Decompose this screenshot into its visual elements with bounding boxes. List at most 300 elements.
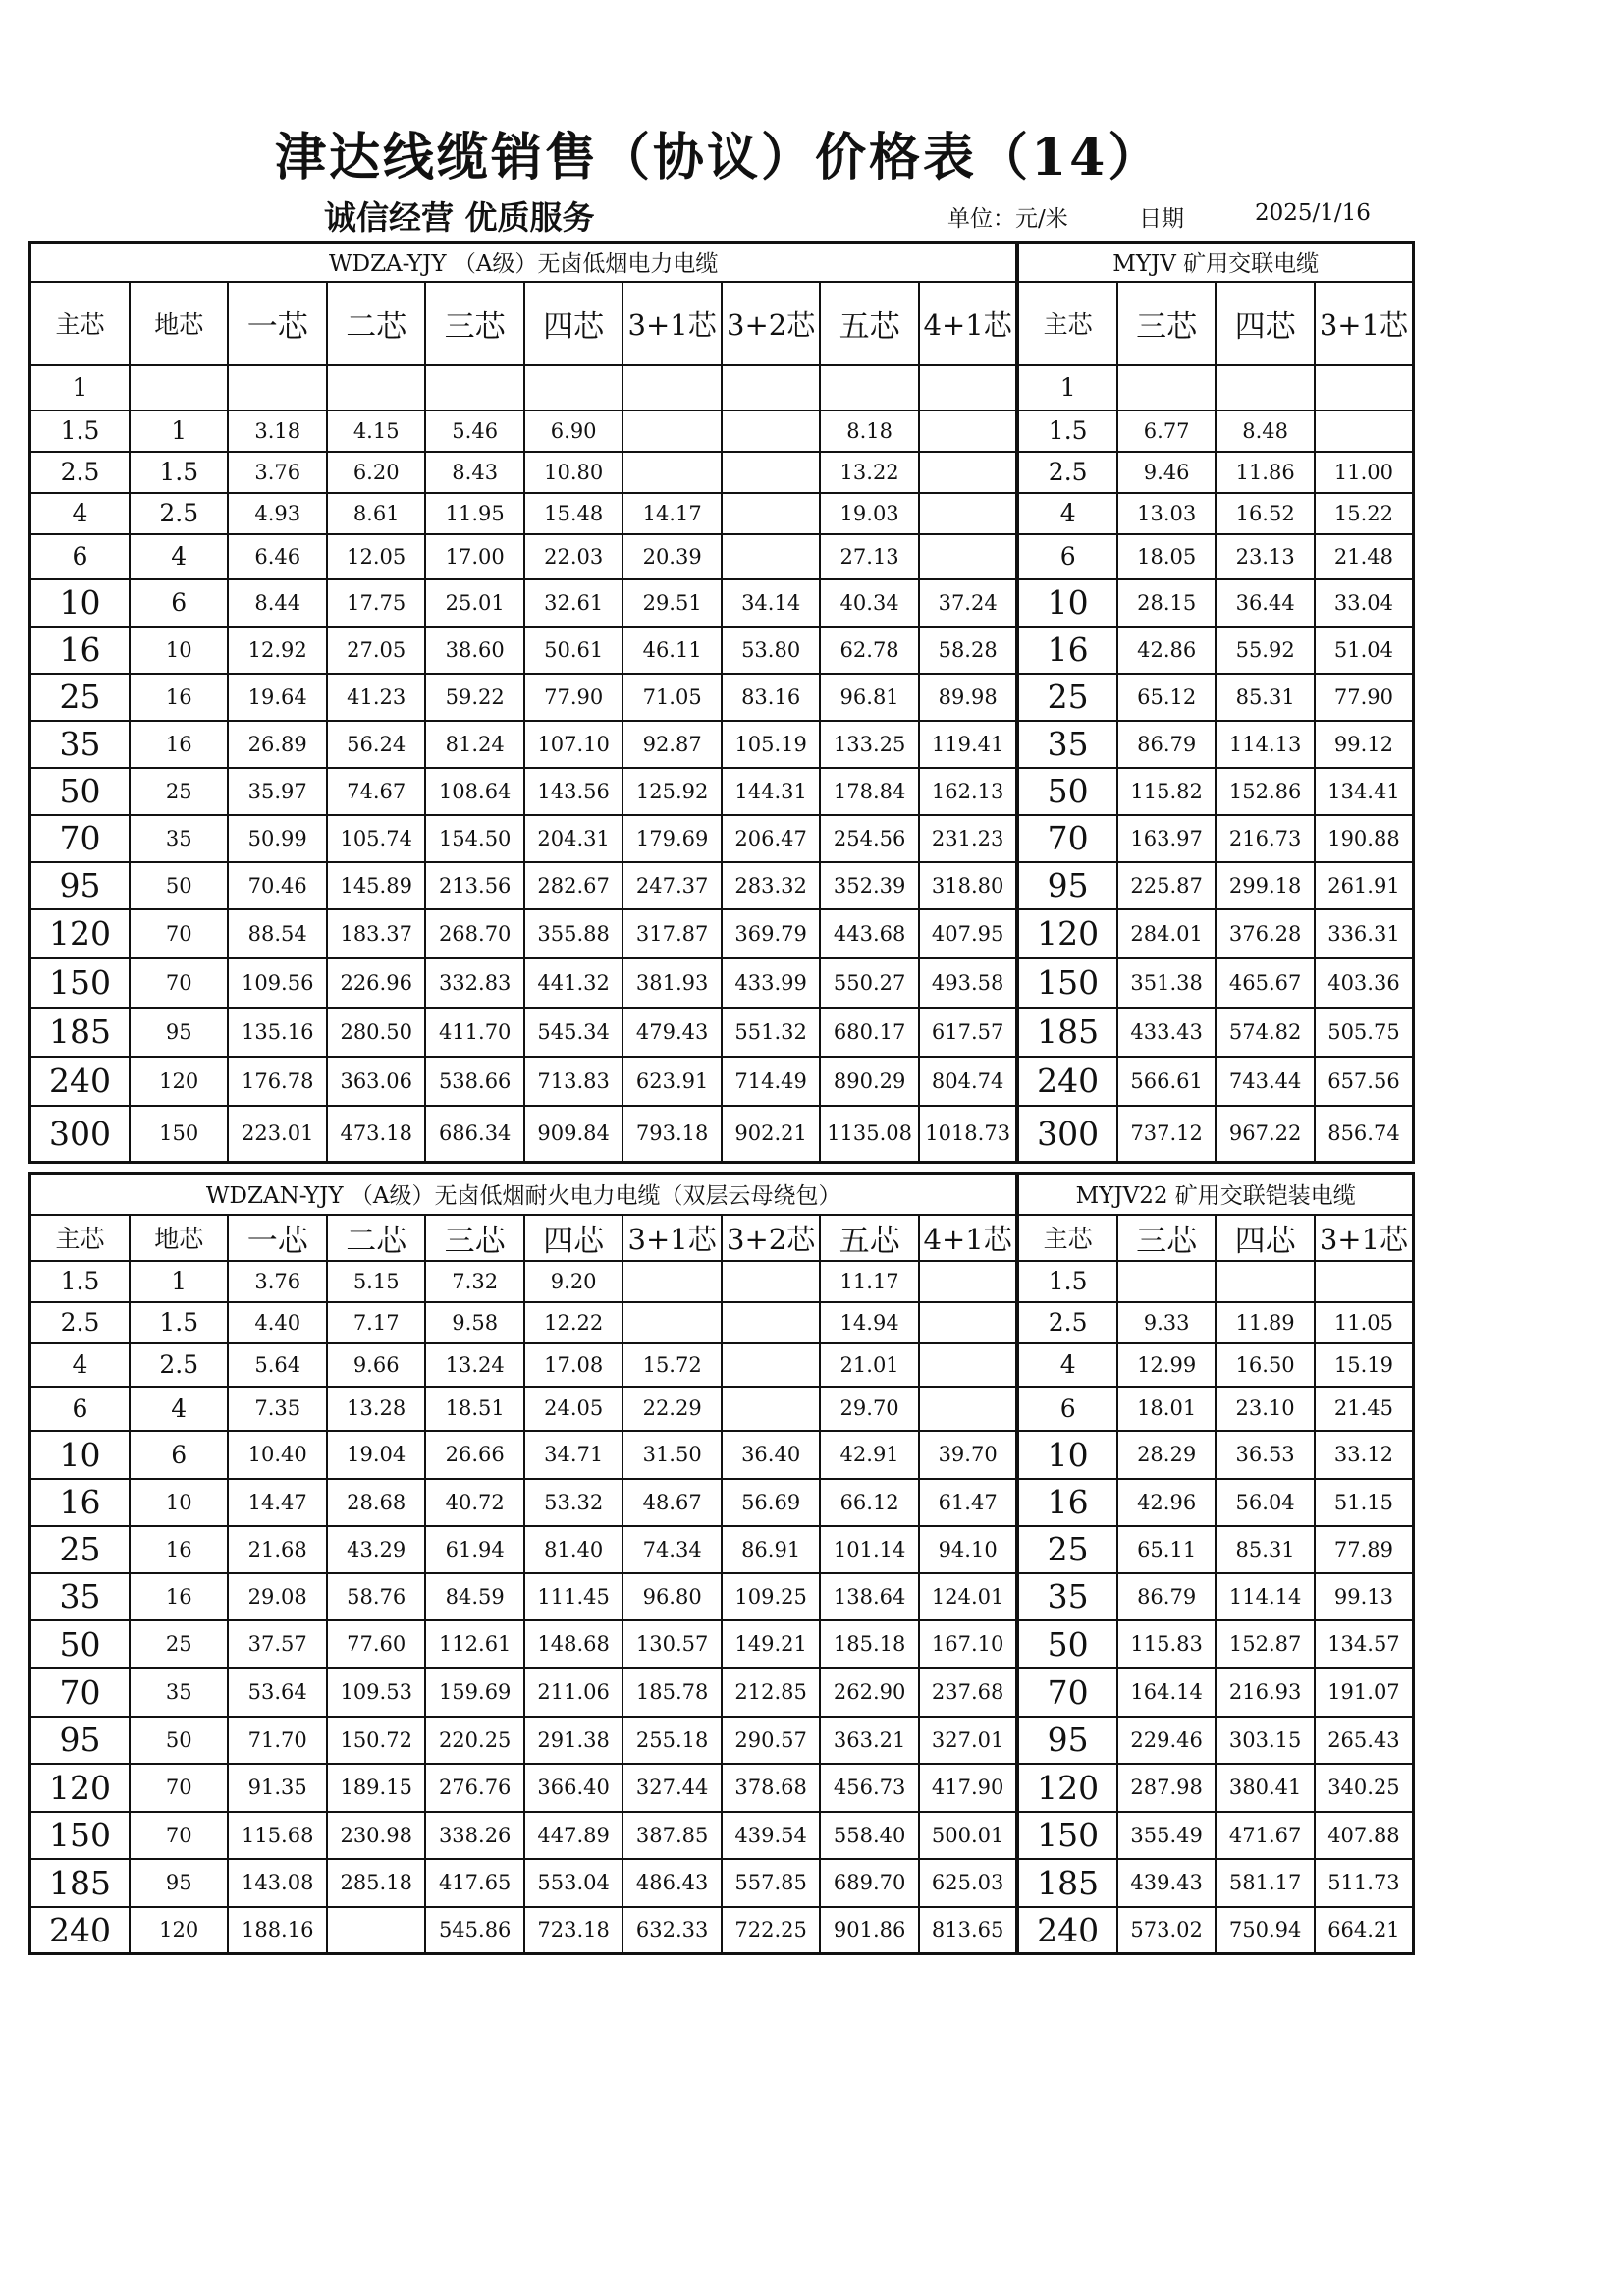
price-cell: 276.76 (425, 1764, 523, 1812)
column-header: 3+1芯 (1315, 1215, 1414, 1261)
column-header: 五芯 (820, 1215, 918, 1261)
date-value: 2025/1/16 (1255, 200, 1371, 226)
table-row (30, 534, 1414, 579)
ground-core-cell: 35 (130, 1668, 228, 1717)
price-cell: 3.18 (228, 410, 326, 452)
price-cell: 96.80 (622, 1573, 721, 1620)
ground-core-cell: 70 (130, 958, 228, 1008)
core-size-cell: 185 (1017, 1859, 1116, 1907)
price-cell: 545.86 (425, 1907, 523, 1954)
right-section-title: MYJV22 矿用交联铠装电缆 (1017, 1174, 1413, 1215)
price-cell: 13.22 (820, 452, 918, 493)
ground-core-cell: 16 (130, 721, 228, 768)
price-cell: 285.18 (327, 1859, 425, 1907)
price-cell: 51.04 (1315, 627, 1414, 674)
price-cell: 29.51 (622, 579, 721, 627)
price-cell: 291.38 (524, 1717, 622, 1764)
price-cell: 8.61 (327, 493, 425, 534)
column-header: 二芯 (327, 1215, 425, 1261)
column-header: 三芯 (1117, 282, 1216, 365)
price-cell: 447.89 (524, 1812, 622, 1859)
price-cell: 4.15 (327, 410, 425, 452)
table-row (30, 815, 1414, 862)
price-cell: 21.48 (1315, 534, 1414, 579)
price-cell: 28.29 (1117, 1431, 1216, 1479)
price-cell: 573.02 (1117, 1907, 1216, 1954)
section-title-row (30, 1174, 1414, 1215)
price-cell: 486.43 (622, 1859, 721, 1907)
table-row (30, 1261, 1414, 1302)
core-size-cell: 95 (1017, 1717, 1116, 1764)
price-cell: 135.16 (228, 1008, 326, 1057)
price-cell: 81.24 (425, 721, 523, 768)
column-header: 4+1芯 (919, 282, 1018, 365)
price-cell: 10.40 (228, 1431, 326, 1479)
core-size-cell: 240 (30, 1057, 130, 1106)
ground-core-cell: 50 (130, 1717, 228, 1764)
price-cell: 65.11 (1117, 1526, 1216, 1573)
price-cell: 22.29 (622, 1387, 721, 1431)
price-cell: 112.61 (425, 1620, 523, 1668)
price-cell: 11.86 (1216, 452, 1314, 493)
price-cell: 9.20 (524, 1261, 622, 1302)
slogan: 诚信经营 优质服务 (324, 198, 595, 237)
price-cell: 220.25 (425, 1717, 523, 1764)
column-header: 一芯 (228, 282, 326, 365)
price-cell: 369.79 (722, 909, 820, 958)
price-cell: 902.21 (722, 1106, 820, 1163)
price-cell: 11.00 (1315, 452, 1414, 493)
price-cell: 623.91 (622, 1057, 721, 1106)
price-cell: 96.81 (820, 674, 918, 721)
price-cell: 11.17 (820, 1261, 918, 1302)
price-cell: 71.70 (228, 1717, 326, 1764)
price-cell (919, 1343, 1018, 1387)
ground-core-cell: 1.5 (130, 1302, 228, 1343)
table-row (30, 493, 1414, 534)
price-cell: 115.82 (1117, 768, 1216, 815)
price-cell: 185.78 (622, 1668, 721, 1717)
price-cell: 538.66 (425, 1057, 523, 1106)
price-cell: 856.74 (1315, 1106, 1414, 1163)
price-cell: 9.66 (327, 1343, 425, 1387)
price-cell (919, 493, 1018, 534)
price-cell: 138.64 (820, 1573, 918, 1620)
price-cell: 85.31 (1216, 1526, 1314, 1573)
price-cell: 11.05 (1315, 1302, 1414, 1343)
price-cell: 5.64 (228, 1343, 326, 1387)
price-cell: 17.00 (425, 534, 523, 579)
price-cell: 3.76 (228, 452, 326, 493)
ground-core-cell: 70 (130, 1764, 228, 1812)
price-cell: 150.72 (327, 1717, 425, 1764)
table-row (30, 721, 1414, 768)
price-cell: 363.21 (820, 1717, 918, 1764)
core-size-cell: 95 (1017, 862, 1116, 909)
price-cell: 737.12 (1117, 1106, 1216, 1163)
price-cell: 223.01 (228, 1106, 326, 1163)
price-cell: 680.17 (820, 1008, 918, 1057)
price-cell: 9.33 (1117, 1302, 1216, 1343)
price-cell: 290.57 (722, 1717, 820, 1764)
price-cell: 213.56 (425, 862, 523, 909)
price-cell: 12.92 (228, 627, 326, 674)
price-cell: 143.56 (524, 768, 622, 815)
price-cell (425, 365, 523, 410)
price-cell: 133.25 (820, 721, 918, 768)
price-cell: 105.74 (327, 815, 425, 862)
core-size-cell: 35 (30, 1573, 130, 1620)
price-cell: 901.86 (820, 1907, 918, 1954)
column-header: 4+1芯 (919, 1215, 1018, 1261)
column-header: 3+1芯 (1315, 282, 1414, 365)
price-cell: 53.64 (228, 1668, 326, 1717)
price-cell: 7.17 (327, 1302, 425, 1343)
price-cell: 25.01 (425, 579, 523, 627)
price-cell (722, 1302, 820, 1343)
price-cell: 473.18 (327, 1106, 425, 1163)
price-cell: 1018.73 (919, 1106, 1018, 1163)
core-size-cell: 10 (30, 1431, 130, 1479)
price-cell: 686.34 (425, 1106, 523, 1163)
price-cell: 793.18 (622, 1106, 721, 1163)
price-cell: 8.48 (1216, 410, 1314, 452)
price-cell: 23.13 (1216, 534, 1314, 579)
ground-core-cell: 70 (130, 1812, 228, 1859)
column-header: 四芯 (1216, 282, 1314, 365)
price-cell: 18.05 (1117, 534, 1216, 579)
price-cell: 237.68 (919, 1668, 1018, 1717)
price-cell: 19.04 (327, 1431, 425, 1479)
price-cell: 743.44 (1216, 1057, 1314, 1106)
price-cell: 376.28 (1216, 909, 1314, 958)
price-cell: 27.05 (327, 627, 425, 674)
price-cell: 909.84 (524, 1106, 622, 1163)
price-cell: 189.15 (327, 1764, 425, 1812)
price-cell: 28.15 (1117, 579, 1216, 627)
price-cell: 85.31 (1216, 674, 1314, 721)
price-cell: 114.14 (1216, 1573, 1314, 1620)
table-row (30, 1057, 1414, 1106)
core-size-cell: 6 (1017, 1387, 1116, 1431)
column-header: 3+2芯 (722, 282, 820, 365)
column-header-row (30, 282, 1414, 365)
price-cell: 70.46 (228, 862, 326, 909)
price-cell: 190.88 (1315, 815, 1414, 862)
price-cell: 9.58 (425, 1302, 523, 1343)
ground-core-cell: 10 (130, 1479, 228, 1526)
price-cell: 14.94 (820, 1302, 918, 1343)
price-cell: 714.49 (722, 1057, 820, 1106)
price-cell: 17.75 (327, 579, 425, 627)
price-cell: 713.83 (524, 1057, 622, 1106)
column-header: 四芯 (524, 282, 622, 365)
price-cell: 33.12 (1315, 1431, 1414, 1479)
price-cell: 12.05 (327, 534, 425, 579)
price-cell: 77.89 (1315, 1526, 1414, 1573)
price-cell: 86.79 (1117, 1573, 1216, 1620)
price-cell (722, 1261, 820, 1302)
table-row (30, 1620, 1414, 1668)
price-cell: 5.15 (327, 1261, 425, 1302)
page-title: 津达线缆销售（协议）价格表（14） (275, 128, 1163, 188)
price-cell (722, 1387, 820, 1431)
core-size-cell: 1.5 (1017, 410, 1116, 452)
price-cell: 471.67 (1216, 1812, 1314, 1859)
price-cell: 86.91 (722, 1526, 820, 1573)
core-size-cell: 35 (1017, 1573, 1116, 1620)
price-cell: 109.53 (327, 1668, 425, 1717)
price-cell (622, 410, 721, 452)
price-cell: 27.13 (820, 534, 918, 579)
price-cell: 144.31 (722, 768, 820, 815)
price-cell: 550.27 (820, 958, 918, 1008)
price-cell: 493.58 (919, 958, 1018, 1008)
column-header: 三芯 (425, 1215, 523, 1261)
price-cell: 231.23 (919, 815, 1018, 862)
price-cell: 813.65 (919, 1907, 1018, 1954)
price-cell: 21.68 (228, 1526, 326, 1573)
ground-core-cell: 16 (130, 674, 228, 721)
price-cell: 134.57 (1315, 1620, 1414, 1668)
table-row (30, 1526, 1414, 1573)
price-cell: 88.54 (228, 909, 326, 958)
price-cell: 18.51 (425, 1387, 523, 1431)
left-section-title: WDZAN-YJY （A级）无卤低烟耐火电力电缆（双层云母绕包） (30, 1174, 1018, 1215)
price-cell: 558.40 (820, 1812, 918, 1859)
ground-core-cell: 16 (130, 1573, 228, 1620)
price-cell: 6.20 (327, 452, 425, 493)
core-size-cell: 150 (30, 1812, 130, 1859)
price-cell: 4.40 (228, 1302, 326, 1343)
price-cell (1315, 410, 1414, 452)
core-size-cell: 240 (30, 1907, 130, 1954)
price-cell: 37.57 (228, 1620, 326, 1668)
column-header: 主芯 (30, 1215, 130, 1261)
price-cell: 145.89 (327, 862, 425, 909)
core-size-cell: 10 (1017, 579, 1116, 627)
price-cell: 34.14 (722, 579, 820, 627)
price-cell: 36.44 (1216, 579, 1314, 627)
price-cell: 92.87 (622, 721, 721, 768)
price-cell: 8.44 (228, 579, 326, 627)
price-cell: 83.16 (722, 674, 820, 721)
price-cell: 32.61 (524, 579, 622, 627)
price-cell: 355.49 (1117, 1812, 1216, 1859)
price-cell: 53.32 (524, 1479, 622, 1526)
table-row (30, 1859, 1414, 1907)
price-cell: 441.32 (524, 958, 622, 1008)
price-cell: 23.10 (1216, 1387, 1314, 1431)
price-cell: 89.98 (919, 674, 1018, 721)
price-cell: 500.01 (919, 1812, 1018, 1859)
price-cell: 8.43 (425, 452, 523, 493)
price-cell: 94.10 (919, 1526, 1018, 1573)
price-cell: 351.38 (1117, 958, 1216, 1008)
core-size-cell: 185 (30, 1008, 130, 1057)
core-size-cell: 240 (1017, 1907, 1116, 1954)
ground-core-cell: 1.5 (130, 452, 228, 493)
price-cell: 411.70 (425, 1008, 523, 1057)
price-cell: 148.68 (524, 1620, 622, 1668)
price-cell: 327.44 (622, 1764, 721, 1812)
core-size-cell: 120 (30, 1764, 130, 1812)
price-cell: 261.91 (1315, 862, 1414, 909)
price-cell: 164.14 (1117, 1668, 1216, 1717)
price-cell: 332.83 (425, 958, 523, 1008)
column-header: 四芯 (1216, 1215, 1314, 1261)
price-cell (919, 365, 1018, 410)
price-cell: 29.08 (228, 1573, 326, 1620)
price-cell: 317.87 (622, 909, 721, 958)
price-cell: 439.43 (1117, 1859, 1216, 1907)
price-cell: 34.71 (524, 1431, 622, 1479)
price-cell: 178.84 (820, 768, 918, 815)
price-cell: 280.50 (327, 1008, 425, 1057)
core-size-cell: 25 (30, 674, 130, 721)
ground-core-cell: 1 (130, 410, 228, 452)
price-cell (722, 365, 820, 410)
price-cell: 545.34 (524, 1008, 622, 1057)
price-cell: 29.70 (820, 1387, 918, 1431)
price-cell: 41.23 (327, 674, 425, 721)
price-cell: 119.41 (919, 721, 1018, 768)
core-size-cell: 50 (1017, 768, 1116, 815)
price-cell: 59.22 (425, 674, 523, 721)
price-cell: 352.39 (820, 862, 918, 909)
price-cell (622, 1261, 721, 1302)
core-size-cell: 25 (1017, 1526, 1116, 1573)
price-cell: 38.60 (425, 627, 523, 674)
core-size-cell: 120 (30, 909, 130, 958)
price-cell: 26.66 (425, 1431, 523, 1479)
column-header: 二芯 (327, 282, 425, 365)
price-cell: 11.95 (425, 493, 523, 534)
core-size-cell: 70 (1017, 815, 1116, 862)
price-cell: 433.43 (1117, 1008, 1216, 1057)
price-cell (919, 1302, 1018, 1343)
column-header: 五芯 (820, 282, 918, 365)
price-cell: 77.90 (1315, 674, 1414, 721)
core-size-cell: 10 (30, 579, 130, 627)
price-cell: 229.46 (1117, 1717, 1216, 1764)
core-size-cell: 4 (30, 493, 130, 534)
table-row (30, 1106, 1414, 1163)
table-row (30, 1764, 1414, 1812)
price-cell: 77.60 (327, 1620, 425, 1668)
price-cell: 255.18 (622, 1717, 721, 1764)
price-cell: 191.07 (1315, 1668, 1414, 1717)
ground-core-cell: 50 (130, 862, 228, 909)
ground-core-cell: 2.5 (130, 493, 228, 534)
price-cell: 188.16 (228, 1907, 326, 1954)
column-header: 主芯 (1017, 282, 1116, 365)
price-cell: 804.74 (919, 1057, 1018, 1106)
price-cell (622, 365, 721, 410)
core-size-cell: 1.5 (30, 1261, 130, 1302)
price-cell: 456.73 (820, 1764, 918, 1812)
price-cell: 15.72 (622, 1343, 721, 1387)
price-cell: 689.70 (820, 1859, 918, 1907)
column-header: 一芯 (228, 1215, 326, 1261)
price-cell: 74.34 (622, 1526, 721, 1573)
column-header: 四芯 (524, 1215, 622, 1261)
table-row (30, 1008, 1414, 1057)
price-cell: 149.21 (722, 1620, 820, 1668)
table-row (30, 1668, 1414, 1717)
price-cell: 211.06 (524, 1668, 622, 1717)
price-cell (722, 452, 820, 493)
price-cell: 212.85 (722, 1668, 820, 1717)
price-cell: 15.19 (1315, 1343, 1414, 1387)
price-cell: 163.97 (1117, 815, 1216, 862)
price-cell: 216.73 (1216, 815, 1314, 862)
table-row (30, 1387, 1414, 1431)
core-size-cell: 70 (30, 1668, 130, 1717)
core-size-cell: 2.5 (1017, 1302, 1116, 1343)
price-cell: 443.68 (820, 909, 918, 958)
price-cell (722, 1343, 820, 1387)
core-size-cell: 2.5 (30, 452, 130, 493)
price-cell: 143.08 (228, 1859, 326, 1907)
table-row (30, 862, 1414, 909)
price-cell: 99.13 (1315, 1573, 1414, 1620)
price-cell: 86.79 (1117, 721, 1216, 768)
price-cell: 108.64 (425, 768, 523, 815)
core-size-cell: 25 (1017, 674, 1116, 721)
price-cell: 65.12 (1117, 674, 1216, 721)
price-cell: 77.90 (524, 674, 622, 721)
price-cell: 265.43 (1315, 1717, 1414, 1764)
column-header: 3+1芯 (622, 282, 721, 365)
price-cell: 125.92 (622, 768, 721, 815)
price-cell: 162.13 (919, 768, 1018, 815)
price-cell (1315, 365, 1414, 410)
core-size-cell: 4 (1017, 493, 1116, 534)
price-cell: 115.68 (228, 1812, 326, 1859)
price-cell: 750.94 (1216, 1907, 1314, 1954)
price-cell: 21.45 (1315, 1387, 1414, 1431)
price-cell: 62.78 (820, 627, 918, 674)
price-cell: 6.46 (228, 534, 326, 579)
ground-core-cell: 120 (130, 1057, 228, 1106)
price-cell: 7.35 (228, 1387, 326, 1431)
table-row (30, 627, 1414, 674)
price-cell: 10.80 (524, 452, 622, 493)
column-header: 主芯 (1017, 1215, 1116, 1261)
price-cell: 7.32 (425, 1261, 523, 1302)
price-cell: 417.65 (425, 1859, 523, 1907)
table-row (30, 958, 1414, 1008)
price-cell: 152.87 (1216, 1620, 1314, 1668)
price-cell (919, 1261, 1018, 1302)
price-cell: 581.17 (1216, 1859, 1314, 1907)
price-cell: 101.14 (820, 1526, 918, 1573)
price-cell: 42.91 (820, 1431, 918, 1479)
price-cell (919, 1387, 1018, 1431)
table-row (30, 768, 1414, 815)
price-cell: 967.22 (1216, 1106, 1314, 1163)
price-cell: 99.12 (1315, 721, 1414, 768)
price-cell: 51.15 (1315, 1479, 1414, 1526)
price-cell (722, 493, 820, 534)
ground-core-cell (130, 365, 228, 410)
core-size-cell: 6 (30, 1387, 130, 1431)
price-cell: 36.53 (1216, 1431, 1314, 1479)
core-size-cell: 2.5 (1017, 452, 1116, 493)
core-size-cell: 300 (30, 1106, 130, 1163)
price-cell: 247.37 (622, 862, 721, 909)
